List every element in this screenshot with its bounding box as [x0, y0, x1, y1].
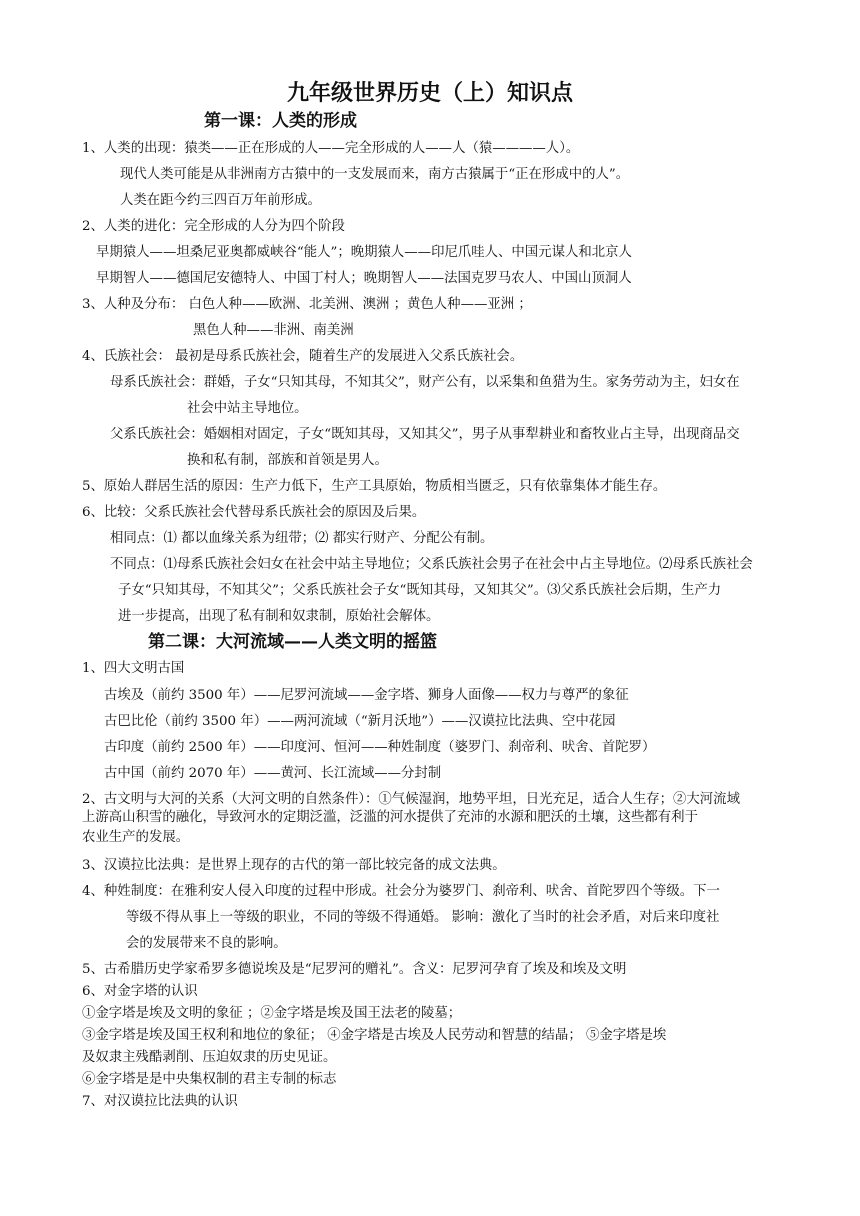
text-line: 农业生产的发展。 — [82, 830, 190, 845]
text-line: 4、氏族社会： 最初是母系氏族社会，随着生产的发展进入父系氏族社会。 — [82, 349, 524, 364]
lesson-1-heading: 第一课：人类的形成 — [204, 111, 357, 131]
text-line: 及奴隶主残酷剥削、压迫奴隶的历史见证。 — [82, 1050, 337, 1065]
text-line: 6、比较：父系氏族社会代替母系氏族社会的原因及后果。 — [82, 505, 426, 520]
text-line: 1、人类的出现：猿类——正在形成的人——完全形成的人——人（猿————人）。 — [82, 141, 580, 156]
text-line: 1、四大文明古国 — [82, 661, 185, 676]
text-line: 3、人种及分布： 白色人种——欧洲、北美洲、澳洲 ；黄色人种——亚洲 ； — [82, 297, 532, 312]
text-line: 父系氏族社会：婚姻相对固定，子女“既知其母，又知其父”，男子从事犁耕业和畜牧业占主导，出现商品交 — [110, 427, 740, 442]
text-line: 3、汉谟拉比法典：是世界上现存的古代的第一部比较完备的成文法典。 — [82, 858, 506, 873]
text-line: 上游高山积雪的融化，导致河水的定期泛滥，泛滥的河水提供了充沛的水源和肥沃的土壤，这些都有利于 — [82, 810, 698, 825]
text-line: 子女“只知其母，不知其父”；父系氏族社会子女“既知其母，又知其父”。⑶父系氏族社会后期，生产力 — [118, 583, 722, 598]
text-line: 会的发展带来不良的影响。 — [126, 936, 287, 951]
text-line: ①金字塔是埃及文明的象征 ；②金字塔是埃及国王法老的陵墓； — [82, 1006, 462, 1021]
text-line: 等级不得从事上一等级的职业，不同的等级不得通婚。 影响：激化了当时的社会矛盾，对后来印度社 — [126, 910, 720, 925]
text-line: 古印度（前约 2500 年）——印度河、恒河——种姓制度（婆罗门、刹帝利、吠舍、首陀罗） — [104, 740, 656, 755]
text-line: 换和私有制，部族和首领是男人。 — [187, 453, 388, 468]
text-line: 早期猿人——坦桑尼亚奥都威峡谷“能人”；晚期猿人——印尼爪哇人、中国元谋人和北京人 — [96, 245, 632, 260]
text-line: 古中国（前约 2070 年）——黄河、长江流域——分封制 — [104, 766, 442, 781]
text-line: ③金字塔是埃及国王权利和地位的象征； ④金字塔是古埃及人民劳动和智慧的结晶； ⑤金字塔是埃 — [82, 1028, 667, 1043]
text-line: 现代人类可能是从非洲南方古猿中的一支发展而来，南方古猿属于“正在形成中的人”。 — [120, 167, 630, 182]
text-line: 2、古文明与大河的关系（大河文明的自然条件）：①气候湿润，地势平坦，日光充足，适合人生存；②大河流域 — [82, 792, 740, 807]
text-line: 不同点：⑴母系氏族社会妇女在社会中站主导地位；父系氏族社会男子在社会中占主导地位。⑵母系氏族社会 — [110, 557, 753, 572]
text-line: 5、原始人群居生活的原因：生产力低下，生产工具原始，物质相当匮乏，只有依靠集体才能生存。 — [82, 479, 667, 494]
document-title: 九年级世界历史（上）知识点 — [286, 81, 573, 106]
text-line: 古巴比伦（前约 3500 年）——两河流域（“新月沃地”）——汉谟拉比法典、空中花园 — [104, 714, 616, 729]
text-line: 古埃及（前约 3500 年）——尼罗河流域——金字塔、狮身人面像——权力与尊严的象征 — [104, 688, 629, 703]
text-line: 6、对金字塔的认识 — [82, 984, 198, 999]
text-line: ⑥金字塔是是中央集权制的君主专制的标志 — [82, 1072, 337, 1087]
text-line: 黑色人种——非洲、南美洲 — [193, 323, 354, 338]
text-line: 2、人类的进化：完全形成的人分为四个阶段 — [82, 219, 345, 234]
text-line: 社会中站主导地位。 — [187, 401, 308, 416]
text-line: 母系氏族社会：群婚，子女“只知其母，不知其父”，财产公有，以采集和鱼猎为生。家务劳动为主，妇女在 — [110, 375, 740, 390]
text-line: 人类在距今约三四百万年前形成。 — [120, 193, 321, 208]
text-line: 7、对汉谟拉比法典的认识 — [82, 1094, 238, 1109]
text-line: 4、种姓制度：在雅利安人侵入印度的过程中形成。社会分为婆罗门、刹帝利、吠舍、首陀罗四个等级。下一 — [82, 884, 720, 899]
lesson-2-heading: 第二课：大河流域——人类文明的摇篮 — [148, 632, 437, 652]
text-line: 早期智人——德国尼安德特人、中国丁村人；晚期智人——法国克罗马农人、中国山顶洞人 — [96, 271, 632, 286]
text-line: 相同点：⑴ 都以血缘关系为纽带；⑵ 都实行财产、分配公有制。 — [110, 531, 494, 546]
text-line: 进一步提高，出现了私有制和奴隶制，原始社会解体。 — [118, 609, 440, 624]
text-line: 5、古希腊历史学家希罗多德说埃及是“尼罗河的赠礼”。含义：尼罗河孕育了埃及和埃及文明 — [82, 962, 627, 977]
